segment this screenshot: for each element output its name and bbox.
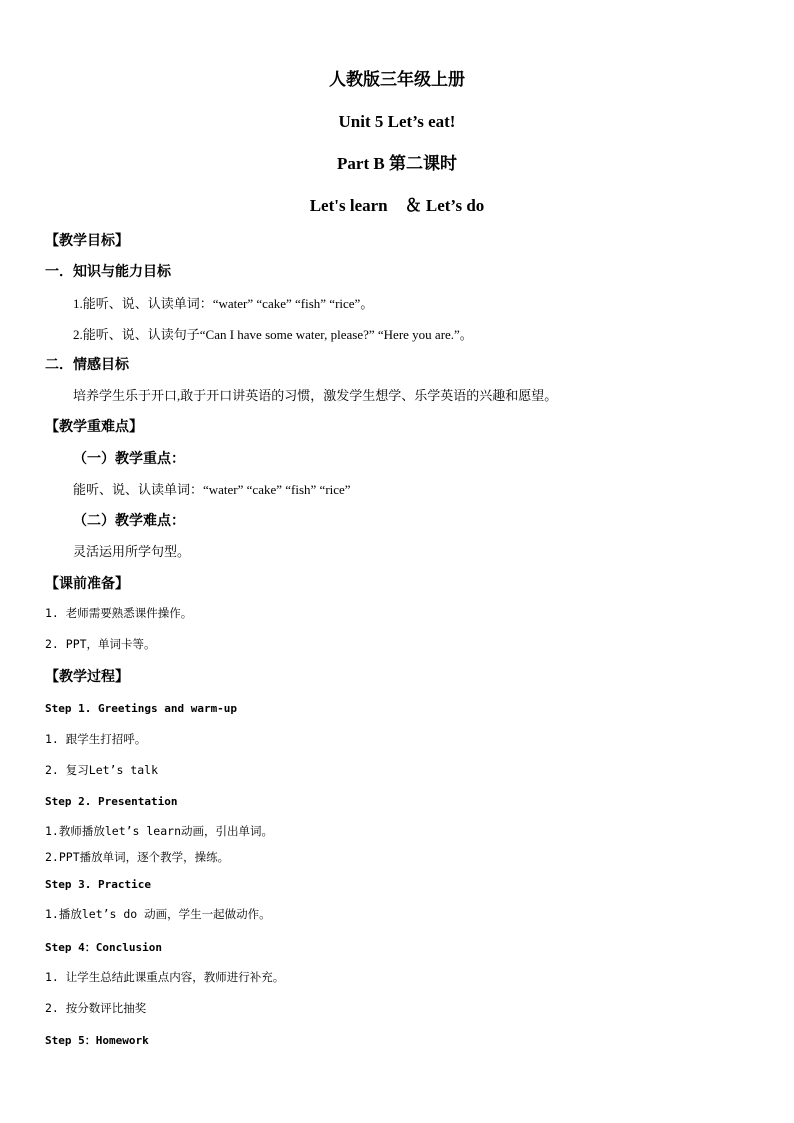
preparation-item: 1. 老师需要熟悉课件操作。 (45, 606, 193, 620)
document-title: 人教版三年级上册 (329, 70, 465, 89)
focus-heading: （一）教学重点： (73, 451, 185, 467)
knowledge-item: 1.能听、说、认读单词：“water” “cake” “fish” “rice”。 (73, 296, 374, 311)
focus-text: 能听、说、认读单词：“water” “cake” “fish” “rice” (73, 482, 351, 497)
step3-title: Step 3. Practice (45, 878, 151, 891)
key-points-heading: 【教学重难点】 (45, 419, 143, 435)
preparation-heading: 【课前准备】 (45, 576, 129, 592)
step2-item: 2.PPT播放单词，逐个教学，操练。 (45, 850, 230, 864)
emotion-heading: 二．情感目标 (45, 357, 129, 373)
process-heading: 【教学过程】 (45, 669, 129, 685)
step5-title: Step 5：Homework (45, 1034, 149, 1047)
difficulty-heading: （二）教学难点： (73, 513, 185, 529)
part-title: Part B 第二课时 (337, 154, 457, 173)
step1-item: 2. 复习Let’s talk (45, 763, 159, 777)
step2-title: Step 2. Presentation (45, 795, 178, 808)
step4-item: 2. 按分数评比抽奖 (45, 1001, 147, 1015)
step2-item: 1.教师播放let’s learn动画，引出单词。 (45, 824, 274, 838)
objectives-heading: 【教学目标】 (45, 233, 129, 249)
step4-title: Step 4：Conclusion (45, 941, 162, 954)
knowledge-item: 2.能听、说、认读句子“Can I have some water, please?” “Here you are.”。 (73, 327, 473, 342)
emotion-text: 培养学生乐于开口,敢于开口讲英语的习惯，激发学生想学、乐学英语的兴趣和愿望。 (73, 388, 558, 403)
difficulty-text: 灵活运用所学句型。 (73, 544, 191, 559)
preparation-item: 2. PPT，单词卡等。 (45, 637, 156, 651)
step3-item: 1.播放let’s do 动画，学生一起做动作。 (45, 907, 271, 921)
step4-item: 1. 让学生总结此课重点内容，教师进行补充。 (45, 970, 285, 984)
step1-title: Step 1. Greetings and warm-up (45, 702, 238, 715)
step1-item: 1. 跟学生打招呼。 (45, 732, 147, 746)
lesson-title: Let's learn ＆ Let’s do (309, 196, 485, 215)
knowledge-heading: 一．知识与能力目标 (45, 264, 171, 280)
unit-title: Unit 5 Let’s eat! (338, 112, 456, 131)
